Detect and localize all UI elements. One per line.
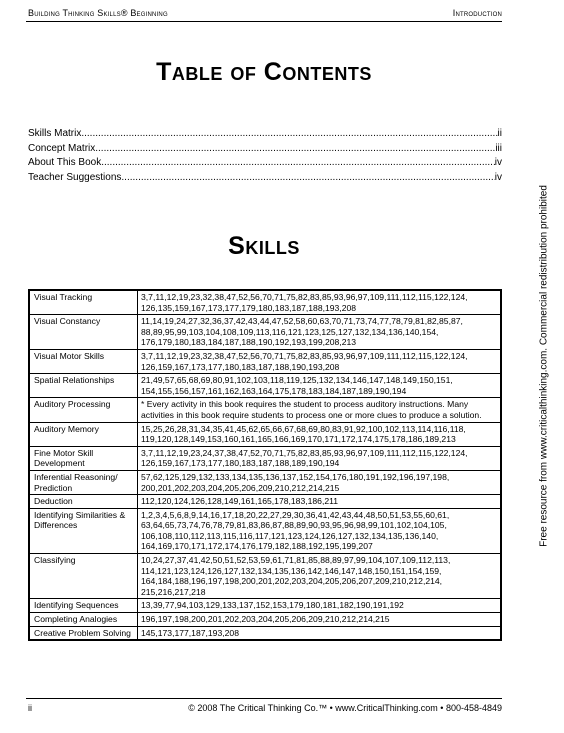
table-row bbox=[29, 613, 501, 627]
toc-entry[interactable] bbox=[28, 127, 502, 142]
skill-name-cell: Creative Problem Solving bbox=[29, 626, 138, 640]
skill-name-cell: Identifying Sequences bbox=[29, 599, 138, 613]
skill-name-cell: Visual Motor Skills bbox=[29, 349, 138, 373]
skill-pages-cell: * Every activity in this book requires the student to process auditory instructions. Many activities in this book require students to process one or more clues to produce a solution. bbox=[138, 398, 502, 422]
skill-name-cell: Fine Motor Skill Development bbox=[29, 446, 138, 470]
skill-pages-cell: 15,25,26,28,31,34,35,41,45,62,65,66,67,68,69,80,83,91,92,100,102,113,114,116,118, 119,120,128,149,153,160,161,165,166,169,170,171,172,174,175,178,186,189,213 bbox=[138, 422, 502, 446]
table-row bbox=[29, 495, 501, 509]
toc-entry-label: Skills Matrix bbox=[28, 128, 82, 139]
toc-entry[interactable] bbox=[28, 171, 502, 186]
skill-name-cell: Spatial Relationships bbox=[29, 374, 138, 398]
copyright-footer: © 2008 The Critical Thinking Co.™ • www.CriticalThinking.com • 800-458-4849 bbox=[188, 703, 502, 713]
skill-name-cell: Completing Analogies bbox=[29, 613, 138, 627]
skill-pages-cell: 13,39,77,94,103,129,133,137,152,153,179,180,181,182,190,191,192 bbox=[138, 599, 502, 613]
running-header-section: Introduction bbox=[452, 8, 502, 18]
skill-name-cell: Inferential Reasoning/ Prediction bbox=[29, 470, 138, 494]
table-row bbox=[29, 290, 501, 315]
redistribution-notice: Free resource from www.criticalthinking.com. Commercial redistribution prohibited bbox=[538, 185, 550, 547]
running-header-title: Building Thinking Skills® Beginning bbox=[28, 8, 168, 18]
toc-entry-label: About This Book bbox=[28, 157, 102, 168]
skill-pages-cell: 145,173,177,187,193,208 bbox=[138, 626, 502, 640]
skill-pages-cell: 57,62,125,129,132,133,134,135,136,137,152,154,176,180,191,192,196,197,198, 200,201,202,203,204,205,206,209,210,212,214,215 bbox=[138, 470, 502, 494]
toc-entry-page: iv bbox=[494, 157, 502, 168]
toc-entry[interactable] bbox=[28, 156, 502, 171]
skill-name-cell: Deduction bbox=[29, 495, 138, 509]
toc-entry-label: Concept Matrix bbox=[28, 142, 96, 154]
table-row bbox=[29, 398, 501, 422]
page-number: ii bbox=[28, 703, 32, 713]
skill-pages-cell: 112,120,124,126,128,149,161,165,178,183,186,211 bbox=[138, 495, 502, 509]
table-row bbox=[29, 315, 501, 350]
table-row bbox=[29, 349, 501, 373]
table-row bbox=[29, 422, 501, 446]
skill-name-cell: Visual Tracking bbox=[29, 290, 138, 315]
table-row bbox=[29, 554, 501, 599]
skill-name-cell: Auditory Memory bbox=[29, 422, 138, 446]
skill-pages-cell: 21,49,57,65,68,69,80,91,102,103,118,119,125,132,134,146,147,148,149,150,151, 154,155,156,157,161,162,163,164,175,178,183,184,187,189,190,194 bbox=[138, 374, 502, 398]
skill-pages-cell: 3,7,11,12,19,23,24,37,38,47,52,70,71,75,82,83,85,93,96,97,109,111,112,115,122,124, 126,159,167,173,177,180,183,187,188,189,190,194 bbox=[138, 446, 502, 470]
skill-name-cell: Identifying Similarities & Differences bbox=[29, 508, 138, 553]
toc-entry-page: iii bbox=[495, 142, 502, 154]
skill-pages-cell: 10,24,27,37,41,42,50,51,52,53,59,61,71,81,85,88,89,97,99,104,107,109,112,113, 114,121,123,124,126,127,132,134,135,136,142,146,147,148,150,151,154,159, 164,184,188,196,197,198,200,201,202,203,204,205,206,207,209,210,212,214, 215,216,217,218 bbox=[138, 554, 502, 599]
skill-pages-cell: 3,7,11,12,19,23,32,38,47,52,56,70,71,75,82,83,85,93,96,97,109,111,112,115,122,124, 126,135,159,167,173,177,179,180,183,187,188,193,208 bbox=[138, 290, 502, 315]
toc-leader-dots bbox=[95, 142, 495, 157]
header-rule bbox=[26, 21, 502, 22]
skill-pages-cell: 1,2,3,4,5,6,8,9,14,16,17,18,20,22,27,29,30,36,41,42,43,44,48,50,51,53,55,60,61, 63,64,65,73,74,76,78,79,81,83,86,87,88,89,90,93,95,96,98,99,101,102,104,105, 106,108,110,112,113,115,116,117,121,123,124,126,127,132,134,135,136,140, 164,169,170,171,172,174,176,179,182,188,192,195,199,207 bbox=[138, 508, 502, 553]
table-row bbox=[29, 508, 501, 553]
skill-name-cell: Visual Constancy bbox=[29, 315, 138, 350]
toc-leader-dots bbox=[121, 171, 494, 186]
toc-entry-page: iv bbox=[494, 171, 502, 183]
skill-name-cell: Auditory Processing bbox=[29, 398, 138, 422]
table-row bbox=[29, 446, 501, 470]
skill-pages-cell: 3,7,11,12,19,23,32,38,47,52,56,70,71,75,82,83,85,93,96,97,109,111,112,115,122,124, 126,159,167,173,177,180,183,187,188,190,193,208 bbox=[138, 349, 502, 373]
skill-name-cell: Classifying bbox=[29, 554, 138, 599]
toc-entry[interactable] bbox=[28, 142, 502, 157]
footer-rule bbox=[26, 698, 502, 699]
table-row bbox=[29, 374, 501, 398]
skills-heading: Skills bbox=[228, 232, 300, 260]
page-title: Table of Contents bbox=[156, 58, 372, 86]
table-of-contents bbox=[28, 127, 502, 185]
toc-leader-dots bbox=[81, 127, 497, 142]
table-row bbox=[29, 599, 501, 613]
skill-pages-cell: 196,197,198,200,201,202,203,204,205,206,209,210,212,214,215 bbox=[138, 613, 502, 627]
table-row bbox=[29, 470, 501, 494]
skills-matrix-table bbox=[28, 289, 502, 641]
toc-entry-page: ii bbox=[497, 128, 502, 139]
toc-leader-dots bbox=[101, 156, 495, 171]
table-row bbox=[29, 626, 501, 640]
skill-pages-cell: 11,14,19,24,27,32,36,37,42,43,44,47,52,58,60,63,70,71,73,74,77,78,79,81,82,85,87, 88,89,95,99,103,104,108,109,113,116,121,123,125,127,132,134,136,140,154, 176,179,180,183,184,187,188,190,192,193,199,208,213 bbox=[138, 315, 502, 350]
toc-entry-label: Teacher Suggestions bbox=[28, 171, 122, 183]
